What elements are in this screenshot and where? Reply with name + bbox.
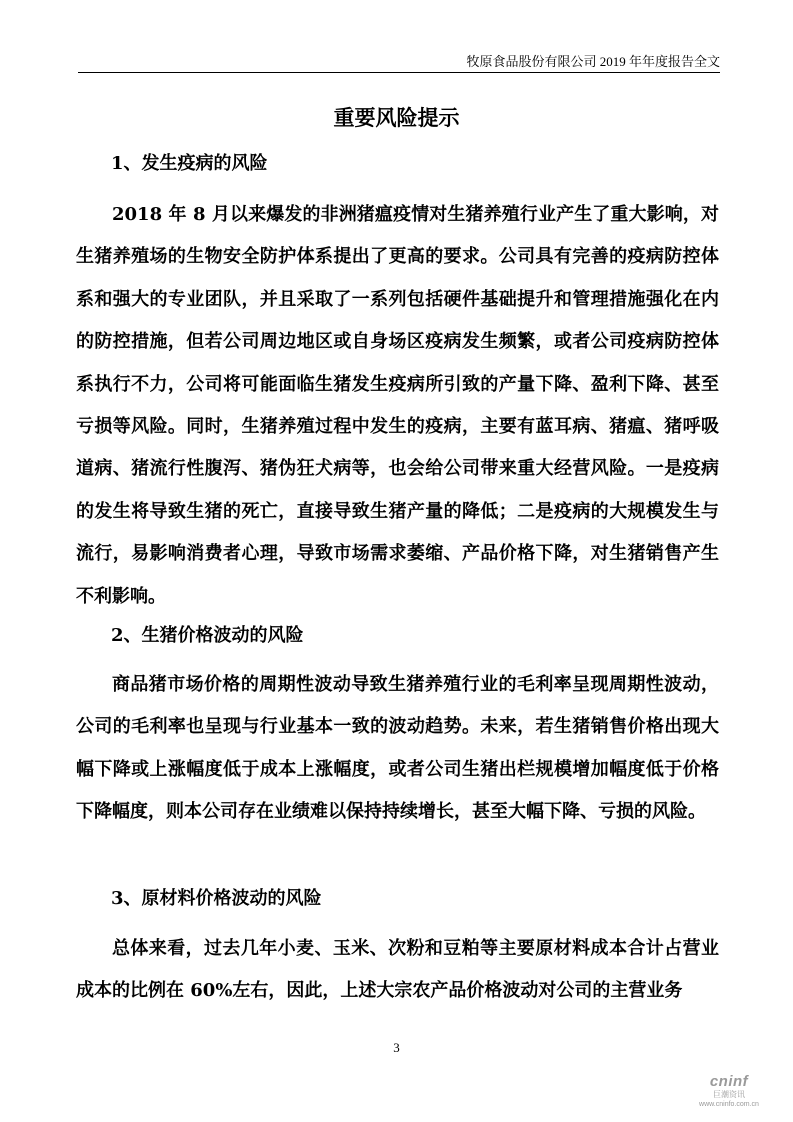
section-heading-1: 1、发生疫病的风险 [111,153,268,174]
page-number: 3 [393,1040,400,1055]
section-heading-3: 3、原材料价格波动的风险 [111,888,322,909]
section-paragraph-3: 总体来看，过去几年小麦、玉米、次粉和豆粕等主要原材料成本合计占营业成本的比例在 60%左右，因此，上述大宗农产品价格波动对公司的主营业务 [76,938,719,1002]
cninfo-logo: cninf [709,1073,749,1090]
running-header: 牧原食品股份有限公司 2019 年年度报告全文 [78,52,720,73]
cninfo-name: 巨潮资讯 [713,1090,745,1099]
section-heading-2: 2、生猪价格波动的风险 [111,625,304,646]
section-paragraph-1: 2018 年 8 月以来爆发的非洲猪瘟疫情对生猪养殖行业产生了重大影响，对生猪养殖场的生物安全防护体系提出了更高的要求。公司具有完善的疫病防控体系和强大的专业团队，并且采取了一系列包括硬件基础提升和管理措施强化在内的防控措施，但若公司周边地区或自身场区疫病发生频繁，或者公司疫病防控体系执行不力，公司将可能面临生猪发生疫病所引致的产量下降、盈利下降、甚至亏损等风险。同时，生猪养殖过程中发生的疫病，主要有蓝耳病、猪瘟、猪呼吸道病、猪流行性腹泻、猪伪狂犬病等，也会给公司带来重大经营风险。一是疫病的发生将导致生猪的死亡，直接导致生猪产量的降低；二是疫病的大规模发生与流行，易影响消费者心理，导致市场需求萎缩、产品价格下降，对生猪销售产生不利影响。 [76,204,719,607]
cninfo-watermark [693,1074,765,1114]
cninfo-url: www.cninfo.com.cn [699,1101,759,1108]
section-paragraph-2: 商品猪市场价格的周期性波动导致生猪养殖行业的毛利率呈现周期性波动，公司的毛利率也呈现与行业基本一致的波动趋势。未来，若生猪销售价格出现大幅下降或上涨幅度低于成本上涨幅度，或者公司生猪出栏规模增加幅度低于价格下降幅度，则本公司存在业绩难以保持持续增长，甚至大幅下降、亏损的风险。 [76,674,719,823]
page-title: 重要风险提示 [333,105,460,130]
